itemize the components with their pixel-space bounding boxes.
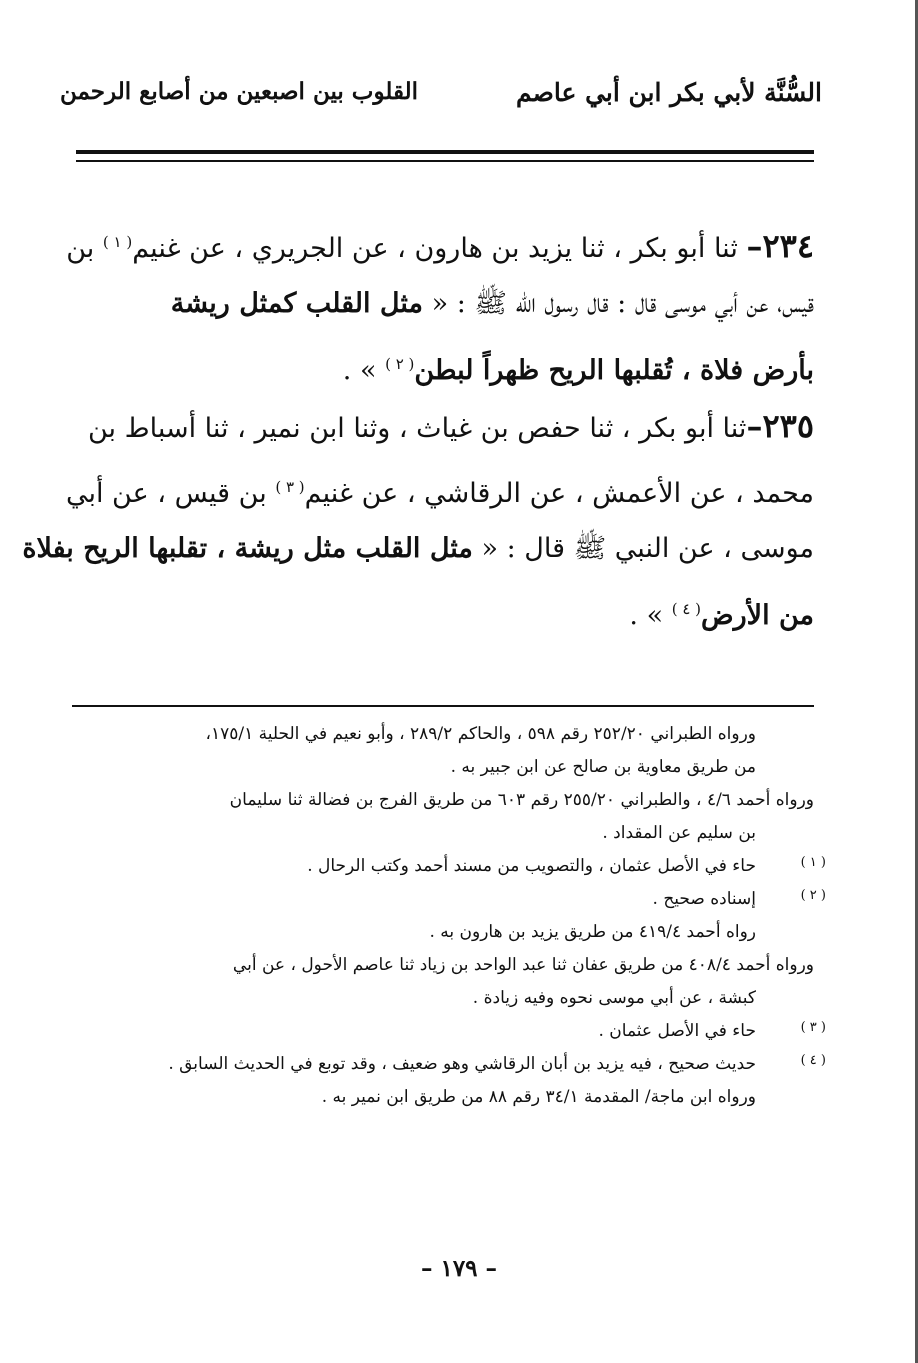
footnote-text: إسناده صحيح . (652, 889, 756, 909)
hadith-234 (66, 212, 814, 395)
matn-text: بأرض فلاة ، تُقلبها الريح ظهراً لبطن (414, 355, 814, 386)
isnad-text: قيس، عن أبي موسى قال : قال رسول الله ﷺ : « (431, 288, 814, 319)
footnote-marker: ( ٤ ) (800, 1053, 826, 1068)
footnote-continuation: من طريق معاوية بن صالح عن ابن جبير به . (450, 757, 756, 777)
footnote-text: حاء في الأصل عثمان ، والتصويب من مسند أحمد وكتب الرحال . (307, 856, 756, 876)
hadith-235-line-3 (22, 518, 814, 579)
footnote-text: حديث صحيح ، فيه يزيد بن أبان الرقاشي وهو ضعيف ، وقد توبع في الحديث السابق . (168, 1054, 756, 1074)
hadith-234-line-3 (76, 334, 814, 395)
footnote-3 (74, 1015, 826, 1048)
closing-quote: » . (342, 355, 377, 386)
footnote-ref: ( ٣ ) (275, 478, 305, 496)
isnad-text: موسى ، عن النبي ﷺ قال : « (481, 533, 814, 564)
footnote-marker: ( ١ ) (800, 855, 826, 870)
hadith-234-line-2 (76, 273, 814, 334)
footnote-ref: ( ٤ ) (671, 600, 701, 618)
header-rule-thin (76, 160, 814, 162)
footnote-continuation: ورواه أحمد ٤/٦ ، والطبراني ٢٥٥/٢٠ رقم ٦٠٣ من طريق الفرج بن فضالة ثنا سليمان (229, 790, 814, 810)
isnad-text: ثنا أبو بكر ، ثنا حفص بن غياث ، وثنا ابن نمير ، ثنا أسباط بن (87, 413, 747, 444)
running-header (60, 78, 822, 118)
hadith-number: ٢٣٥– (746, 407, 814, 445)
hadith-235 (22, 396, 814, 640)
hadith-235-line-4 (76, 579, 814, 640)
matn-text: مثل القلب مثل ريشة ، تقلبها الريح بفلاة (22, 533, 473, 564)
header-rule-thick (76, 150, 814, 154)
footnote-marker: ( ٣ ) (800, 1020, 826, 1035)
matn-text: مثل القلب كمثل ريشة (170, 288, 423, 319)
footnote-2-line: رواه أحمد ٤١٩/٤ من طريق يزيد بن هارون به . (429, 922, 756, 942)
footnote-separator (72, 705, 814, 707)
footnote-ref: ( ١ ) (102, 233, 133, 251)
header-book-title: السُّنَّة لأبي بكر ابن أبي عاصم (515, 78, 822, 107)
footnote-2-line: كبشة ، عن أبي موسى نحوه وفيه زيادة . (472, 988, 756, 1008)
page-number: – ١٧٩ – (420, 1255, 498, 1282)
footnote-continuation: بن سليم عن المقداد . (602, 823, 756, 843)
footnote-4 (74, 1048, 826, 1081)
footnote-2 (74, 883, 826, 916)
footnote-2-line: ورواه أحمد ٤٠٨/٤ من طريق عفان ثنا عبد الواحد بن زياد ثنا عاصم الأحول ، عن أبي (232, 955, 814, 975)
footnotes (74, 718, 826, 1114)
footnote-1 (74, 850, 826, 883)
matn-text: من الأرض (701, 600, 814, 631)
isnad-text: بن قيس ، عن أبي (65, 478, 267, 509)
footnote-continuation: ورواه الطبراني ٢٥٢/٢٠ رقم ٥٩٨ ، والحاكم ٢٨٩/٢ ، وأبو نعيم في الحلية ١٧٥/١، (205, 724, 756, 744)
footnote-text: حاء في الأصل عثمان . (598, 1021, 756, 1041)
hadith-number: ٢٣٤– (746, 227, 814, 265)
isnad-text: بن (66, 233, 95, 264)
hadith-235-line-2 (65, 457, 814, 518)
header-chapter-title: القلوب بين اصبعين من أصابع الرحمن (60, 78, 418, 105)
footnote-ref: ( ٢ ) (385, 355, 415, 373)
closing-quote: » . (629, 600, 664, 631)
footnote-4-line: ورواه ابن ماجة/ المقدمة ٣٤/١ رقم ٨٨ من طريق ابن نمير به . (321, 1087, 756, 1107)
hadith-235-line-1 (76, 396, 814, 457)
hadith-234-line-1 (66, 212, 814, 273)
isnad-text: ثنا أبو بكر ، ثنا يزيد بن هارون ، عن الجريري ، عن غنيم (132, 233, 738, 264)
isnad-text: محمد ، عن الأعمش ، عن الرقاشي ، عن غنيم (304, 478, 814, 509)
footnote-marker: ( ٢ ) (800, 888, 826, 903)
